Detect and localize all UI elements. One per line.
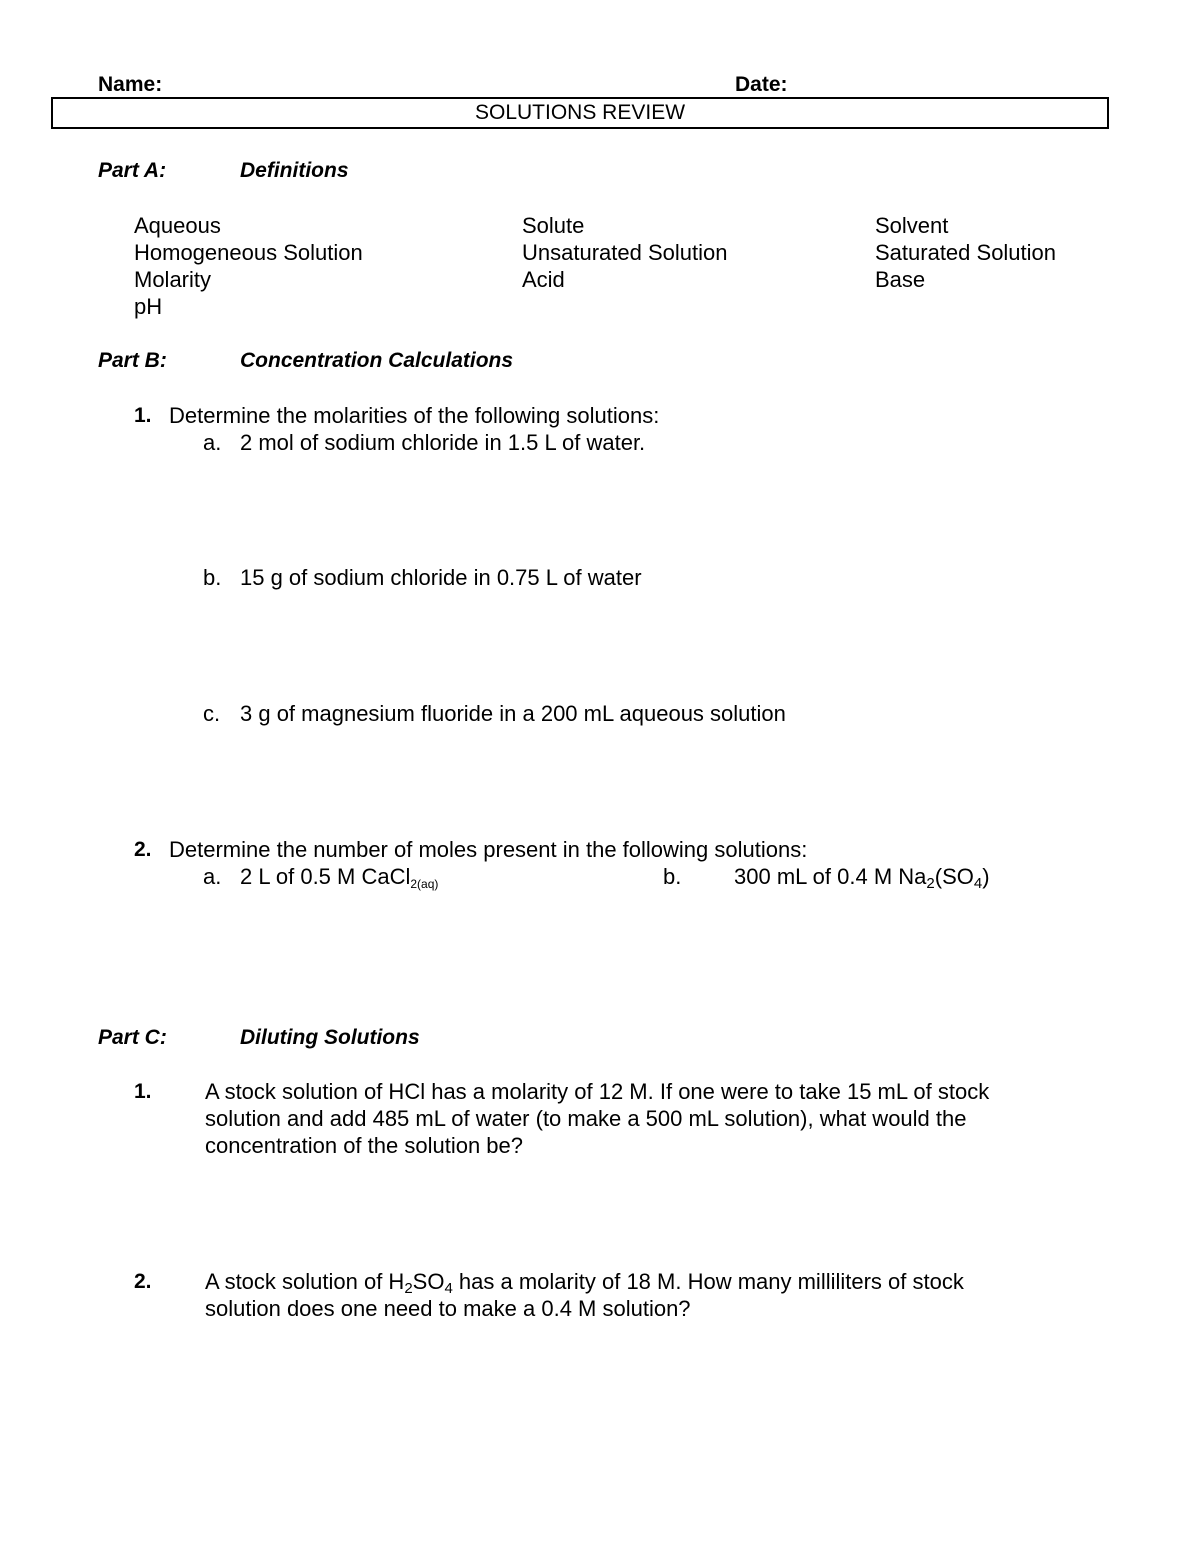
part-b-q2-a-main: 2 L of 0.5 M CaCl (240, 864, 411, 889)
part-b-q1-c-text: 3 g of magnesium fluoride in a 200 mL aqueous solution (240, 701, 786, 726)
part-c-label: Part C: (98, 1026, 167, 1049)
part-b-q2-a-letter: a. (203, 864, 222, 889)
name-label: Name: (98, 73, 163, 96)
part-a-title: Definitions (240, 159, 349, 182)
part-b-q2-text: Determine the number of moles present in the following solutions: (169, 837, 808, 862)
term-molarity: Molarity (134, 267, 212, 292)
part-b-q2-b-mid: (SO (934, 864, 974, 889)
part-c-title: Diluting Solutions (240, 1026, 420, 1049)
term-acid: Acid (522, 267, 565, 292)
part-c-q2-pre: A stock solution of H (205, 1269, 405, 1294)
term-solvent: Solvent (875, 213, 949, 238)
part-c-q1-line3: concentration of the solution be? (205, 1133, 524, 1158)
part-b-q2-b-text (734, 864, 990, 890)
part-c-q2-number: 2. (134, 1270, 152, 1293)
part-c-q2-post: has a molarity of 18 M. How many milliliters of stock (452, 1269, 964, 1294)
part-b-q2-b-letter: b. (663, 864, 682, 889)
date-label: Date: (735, 73, 788, 96)
part-b-q1-b-letter: b. (203, 565, 222, 590)
part-b-q2-b-end: ) (982, 864, 990, 889)
part-b-q1-text: Determine the molarities of the following solutions: (169, 403, 660, 428)
part-c-q2-sub1: 2 (404, 1280, 413, 1297)
worksheet-title: SOLUTIONS REVIEW (51, 97, 1109, 129)
part-b-q1-b-text: 15 g of sodium chloride in 0.75 L of water (240, 565, 642, 590)
part-c-q2-sub2: 4 (444, 1280, 453, 1297)
part-a-label: Part A: (98, 159, 167, 182)
part-c-q2-line1 (205, 1269, 964, 1295)
part-b-q1-a-letter: a. (203, 430, 222, 455)
term-unsaturated-solution: Unsaturated Solution (522, 240, 728, 265)
part-c-q2-mid: SO (412, 1269, 445, 1294)
part-b-q2-b-sub2: 4 (973, 875, 983, 892)
part-b-q1-c-letter: c. (203, 701, 221, 726)
part-b-q2-b-main: 300 mL of 0.4 M Na (734, 864, 927, 889)
term-saturated-solution: Saturated Solution (875, 240, 1057, 265)
part-b-title: Concentration Calculations (240, 349, 514, 372)
term-solute: Solute (522, 213, 585, 238)
part-b-q2-a-text (240, 864, 438, 890)
part-b-q2-a-subscript: 2(aq) (410, 877, 439, 891)
part-c-q1-line1: A stock solution of HCl has a molarity of 12 M. If one were to take 15 mL of stock (205, 1079, 990, 1104)
part-b-q2-number: 2. (134, 838, 152, 861)
term-base: Base (875, 267, 926, 292)
term-ph: pH (134, 294, 163, 319)
part-b-q2-b-sub1: 2 (926, 875, 935, 892)
part-c-q1-number: 1. (134, 1080, 152, 1103)
term-homogeneous-solution: Homogeneous Solution (134, 240, 363, 265)
part-c-q2-line2: solution does one need to make a 0.4 M solution? (205, 1296, 691, 1321)
part-b-q1-number: 1. (134, 404, 152, 427)
part-b-q1-a-text: 2 mol of sodium chloride in 1.5 L of water. (240, 430, 646, 455)
part-b-label: Part B: (98, 349, 167, 372)
term-aqueous: Aqueous (134, 213, 221, 238)
part-c-q1-line2: solution and add 485 mL of water (to make a 500 mL solution), what would the (205, 1106, 967, 1131)
